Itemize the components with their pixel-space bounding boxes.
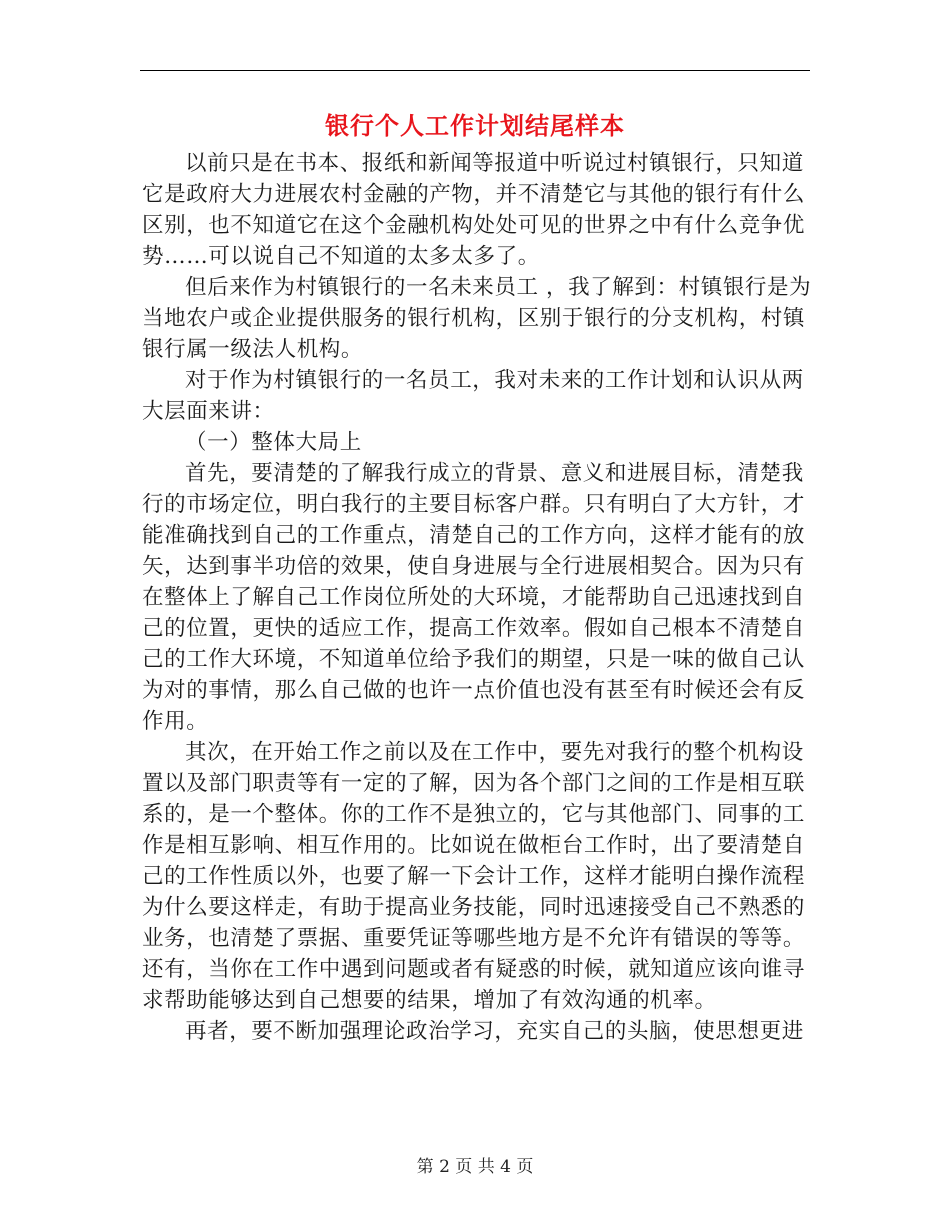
text-line: 其次，在开始工作之前以及在工作中，要先对我行的整个机构设: [185, 740, 804, 765]
page-footer: [0, 1156, 950, 1178]
text-line: 势……可以说自己不知道的太多太多了。: [142, 244, 540, 269]
text-line: 求帮助能够达到自己想要的结果，增加了有效沟通的机率。: [142, 988, 717, 1013]
text-line: 作用。: [142, 709, 209, 734]
text-line: 还有，当你在工作中遇到问题或者有疑惑的时候，就知道应该向谁寻: [142, 957, 806, 982]
text-line: 当地农户或企业提供服务的银行机构，区别于银行的分支机构，村镇: [142, 306, 806, 331]
text-line: 银行属一级法人机构。: [142, 337, 364, 362]
header-rule: [140, 70, 810, 71]
text-line: 能准确找到自己的工作重点，清楚自己的工作方向，这样才能有的放: [142, 523, 806, 548]
text-line: 作是相互影响、相互作用的。比如说在做柜台工作时，出了要清楚自: [142, 833, 806, 858]
page-number: 第 2 页 共 4 页: [416, 1157, 534, 1177]
document-body: [142, 148, 810, 1047]
text-line: 行的市场定位，明白我行的主要目标客户群。只有明白了大方针，才: [142, 492, 806, 517]
text-line: 以前只是在书本、报纸和新闻等报道中听说过村镇银行，只知道: [185, 151, 804, 176]
text-line: 但后来作为村镇银行的一名未来员工 ，我了解到：村镇银行是为: [185, 275, 812, 300]
text-line: 为对的事情，那么自己做的也许一点价值也没有甚至有时候还会有反: [142, 678, 806, 703]
document-title: 银行个人工作计划结尾样本: [325, 111, 625, 140]
section-heading: （一）整体大局上: [185, 430, 362, 455]
text-line: 首先，要清楚的了解我行成立的背景、意义和进展目标，清楚我: [185, 461, 804, 486]
text-line: 再者，要不断加强理论政治学习，充实自己的头脑，使思想更进: [185, 1019, 804, 1044]
text-line: 置以及部门职责等有一定的了解，因为各个部门之间的工作是相互联: [142, 771, 806, 796]
text-line: 它是政府大力进展农村金融的产物，并不清楚它与其他的银行有什么: [142, 182, 806, 207]
text-line: 己的位置，更快的适应工作，提高工作效率。假如自己根本不清楚自: [142, 616, 806, 641]
text-line: 对于作为村镇银行的一名员工，我对未来的工作计划和认识从两: [185, 368, 804, 393]
text-line: 己的工作性质以外，也要了解一下会计工作，这样才能明白操作流程: [142, 864, 806, 889]
text-line: 区别，也不知道它在这个金融机构处处可见的世界之中有什么竞争优: [142, 213, 806, 238]
text-line: 系的，是一个整体。你的工作不是独立的，它与其他部门、同事的工: [142, 802, 806, 827]
text-line: 矢，达到事半功倍的效果，使自身进展与全行进展相契合。因为只有: [142, 554, 806, 579]
text-line: 大层面来讲：: [142, 399, 275, 424]
text-line: 己的工作大环境，不知道单位给予我们的期望，只是一味的做自己认: [142, 647, 806, 672]
text-line: 为什么要这样走，有助于提高业务技能，同时迅速接受自己不熟悉的: [142, 895, 806, 920]
text-line: 在整体上了解自己工作岗位所处的大环境，才能帮助自己迅速找到自: [142, 585, 806, 610]
text-line: 业务，也清楚了票据、重要凭证等哪些地方是不允许有错误的等等。: [142, 926, 806, 951]
